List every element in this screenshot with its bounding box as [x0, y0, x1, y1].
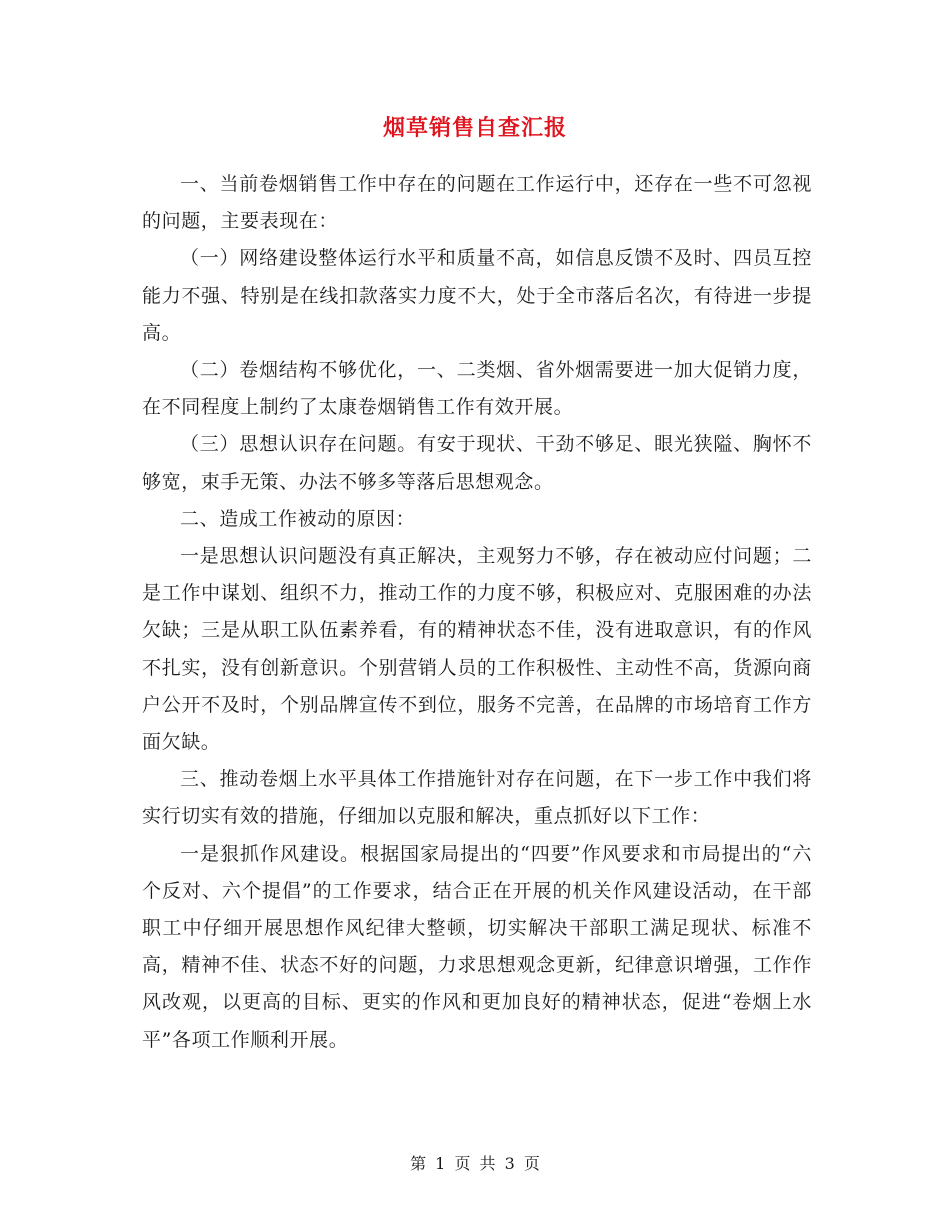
paragraph: 二、造成工作被动的原因： [180, 507, 416, 530]
paragraph: 一是思想认识问题没有真正解决，主观努力不够，存在被动应付问题；二是工作中谋划、组织不力，推动工作的力度不够，积极应对、克服困难的办法欠缺；三是从职工队伍素养看，有的精神状态不佳，没有进取意识，有的作风不扎实，没有创新意识。个别营销人员的工作积极性、主动性不高，货源向商户公开不及时，个别品牌宣传不到位，服务不完善，在品牌的市场培育工作方面欠缺。 [142, 545, 812, 754]
page-number: 第 1 页 共 3 页 [410, 1154, 540, 1173]
paragraph: 三、推动卷烟上水平具体工作措施针对存在问题，在下一步工作中我们将实行切实有效的措施，仔细加以克服和解决，重点抓好以下工作： [142, 768, 812, 828]
paragraph: 一是狠抓作风建设。根据国家局提出的“四要”作风要求和市局提出的“六个反对、六个提倡”的工作要求，结合正在开展的机关作风建设活动，在干部职工中仔细开展思想作风纪律大整顿，切实解决干部职工满足现状、标准不高，精神不佳、状态不好的问题，力求思想观念更新，纪律意识增强，工作作风改观，以更高的目标、更实的作风和更加良好的精神状态，促进“卷烟上水平”各项工作顺利开展。 [142, 842, 812, 1051]
paragraph: （二）卷烟结构不够优化，一、二类烟、省外烟需要进一加大促销力度，在不同程度上制约了太康卷烟销售工作有效开展。 [142, 359, 812, 419]
document-body [142, 166, 812, 1059]
paragraph: （三）思想认识存在问题。有安于现状、干劲不够足、眼光狭隘、胸怀不够宽，束手无策、办法不够多等落后思想观念。 [142, 433, 812, 493]
paragraph: 一、当前卷烟销售工作中存在的问题在工作运行中，还存在一些不可忽视的问题，主要表现在： [142, 173, 812, 233]
document-title: 烟草销售自查汇报 [382, 115, 567, 141]
paragraph: （一）网络建设整体运行水平和质量不高，如信息反馈不及时、四员互控能力不强、特别是在线扣款落实力度不大，处于全市落后名次，有待进一步提高。 [142, 247, 812, 344]
